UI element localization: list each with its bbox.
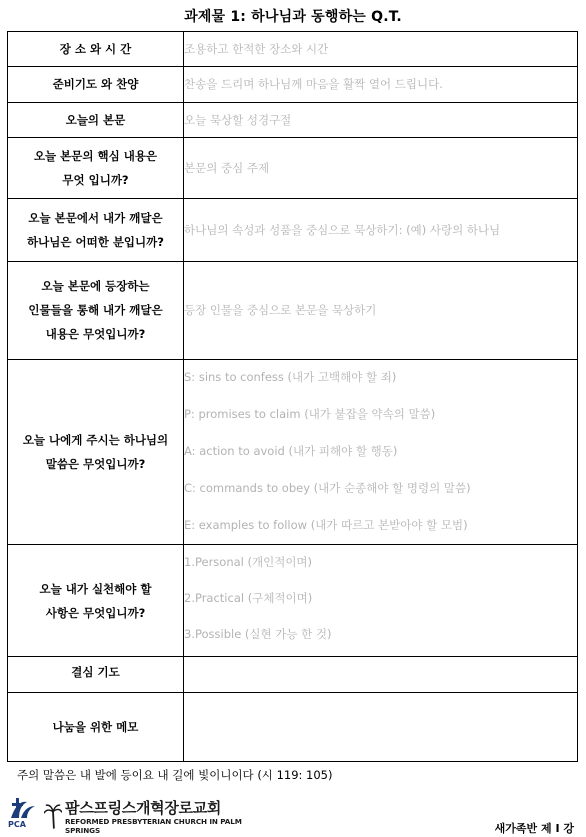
palm-tree-icon <box>44 802 62 830</box>
row-label <box>8 261 184 359</box>
value-line: 1.Personal (개인적이며) <box>184 555 313 570</box>
label-line: 하나님은 어떠한 분입니까? <box>27 235 164 250</box>
pca-logo-text: PCA <box>8 820 26 829</box>
label-line: 인물들을 통해 내가 깨달은 <box>28 303 163 318</box>
page-title: 과제물 1: 하나님과 동행하는 Q.T. <box>184 9 402 25</box>
label-line: 장 소 와 시 간 <box>59 42 132 57</box>
value-line: 조용하고 한적한 장소와 시간 <box>184 42 329 57</box>
label-line: 무엇 입니까? <box>62 173 129 188</box>
value-line: A: action to avoid (내가 피해야 할 행동) <box>184 443 398 458</box>
row-label <box>8 359 184 545</box>
label-line: 오늘 나에게 주시는 하나님의 <box>22 432 169 447</box>
table-row <box>8 102 578 137</box>
table-row <box>8 545 578 657</box>
series-label: 새가족반 제 I 강 <box>494 822 574 835</box>
row-label <box>8 67 184 102</box>
value-line: 2.Practical (구체적이며) <box>184 591 313 606</box>
church-english-name: REFORMED PRESBYTERIAN CHURCH IN PALM SPRINGS <box>65 817 242 835</box>
label-line: 오늘 본문에서 내가 깨달은 <box>28 211 163 226</box>
value-line: 오늘 묵상할 성경구절 <box>184 112 292 127</box>
label-line: 내용은 무엇입니까? <box>45 327 146 342</box>
label-line: 오늘의 본문 <box>65 112 126 127</box>
value-line: 하나님의 속성과 성품을 중심으로 묵상하기: (예) 사랑의 하나님 <box>184 223 501 238</box>
label-line: 나눔을 위한 메모 <box>52 720 139 735</box>
value-line: S: sins to confess (내가 고백해야 할 죄) <box>184 369 397 384</box>
row-label <box>8 199 184 262</box>
table-row <box>8 261 578 359</box>
label-line: 결심 기도 <box>71 665 120 680</box>
qt-table <box>7 31 578 762</box>
row-value <box>184 545 578 657</box>
table-row <box>8 32 578 67</box>
value-line: 본문의 중심 주제 <box>184 161 270 176</box>
label-line: 오늘 내가 실천해야 할 <box>39 581 152 596</box>
row-value <box>184 657 578 693</box>
label-line: 준비기도 와 찬양 <box>52 77 139 92</box>
value-line: 등장 인물을 중심으로 본문을 묵상하기 <box>184 303 377 318</box>
label-line: 말씀은 무엇입니까? <box>45 456 146 471</box>
table-row <box>8 199 578 262</box>
label-line: 사항은 무엇입니까? <box>45 605 146 620</box>
row-value <box>184 137 578 199</box>
row-value <box>184 199 578 262</box>
value-line: 3.Possible (실현 가능 한 것) <box>184 627 332 642</box>
church-logo <box>7 796 247 835</box>
row-label <box>8 102 184 137</box>
scripture-verse: 주의 말씀은 내 발에 등이요 내 길에 빛이니이다 (시 119: 105) <box>17 768 333 782</box>
row-value <box>184 693 578 762</box>
table-row <box>8 67 578 102</box>
value-line: 찬송을 드리며 하나님께 마음을 활짝 열어 드립니다. <box>184 77 443 92</box>
label-line: 오늘 본문에 등장하는 <box>41 279 150 294</box>
value-line: P: promises to claim (내가 붙잡을 약속의 말씀) <box>184 406 436 421</box>
row-value <box>184 359 578 545</box>
table-row <box>8 137 578 199</box>
value-line: E: examples to follow (내가 따르고 본받아야 할 모범) <box>184 517 468 532</box>
church-korean-name: 팜스프링스개혁장로교회 <box>65 799 222 817</box>
row-label <box>8 657 184 693</box>
table-row <box>8 657 578 693</box>
value-line: C: commands to obey (내가 순종해야 할 명령의 말씀) <box>184 480 471 495</box>
table-row <box>8 693 578 762</box>
label-line: 오늘 본문의 핵심 내용은 <box>33 149 158 164</box>
row-label <box>8 137 184 199</box>
row-value <box>184 32 578 67</box>
row-value <box>184 102 578 137</box>
table-row <box>8 359 578 545</box>
row-label <box>8 32 184 67</box>
row-value <box>184 261 578 359</box>
row-value <box>184 67 578 102</box>
row-label <box>8 545 184 657</box>
row-label <box>8 693 184 762</box>
